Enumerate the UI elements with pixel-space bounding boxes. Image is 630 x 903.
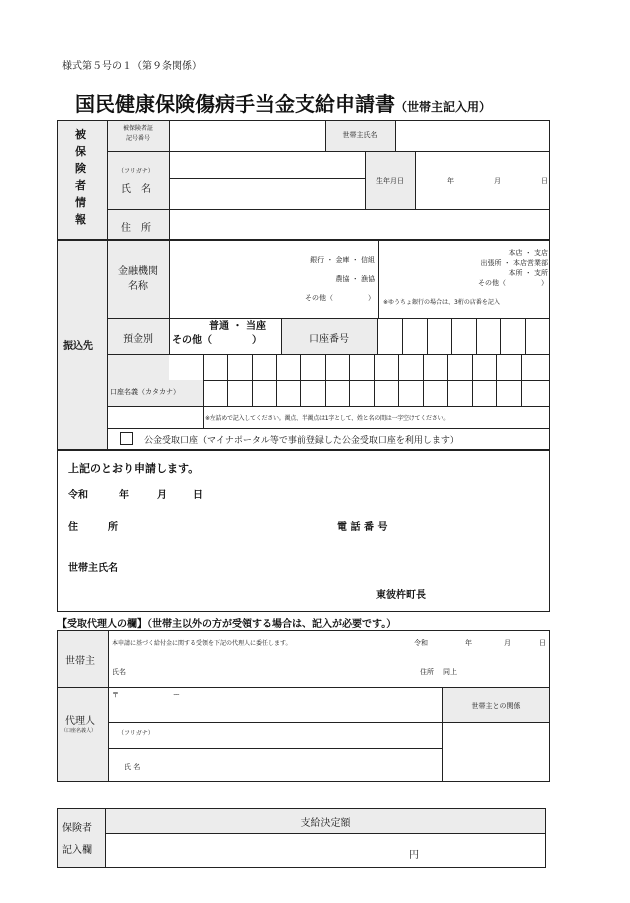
- title-main: 国民健康保険傷病手当金支給申請書: [75, 92, 395, 116]
- insurer-label: 保険者 記入欄: [62, 823, 92, 856]
- public-account-checkbox[interactable]: [120, 432, 133, 445]
- transfer-section-label: 振込先: [63, 341, 93, 352]
- proxy-month: 月: [504, 639, 511, 647]
- relation-label: 世帯主との関係: [471, 702, 521, 710]
- holder-label: 口座名義（カタカナ）: [110, 388, 180, 396]
- birth-year: 年: [447, 177, 454, 185]
- declaration-phone-label: 電 話 番 号: [337, 522, 388, 533]
- proxy-address-label: 住所: [420, 668, 434, 676]
- birth-month: 月: [494, 177, 501, 185]
- form-number: 様式第５号の１（第９条関係）: [62, 61, 202, 72]
- proxy-era: 令和: [414, 639, 428, 647]
- title-suffix: （世帯主記入用）: [395, 100, 492, 114]
- public-account-label: 公金受取口座（マイナポータル等で事前登録した公金受取口座を利用します）: [144, 436, 459, 446]
- declaration-address-field[interactable]: [140, 512, 330, 534]
- agent-address-field[interactable]: [120, 700, 438, 720]
- account-number-field[interactable]: [378, 319, 549, 353]
- proxy-householder-name-field[interactable]: [135, 660, 395, 682]
- address-field[interactable]: [172, 211, 548, 238]
- insured-section-label: 被 保 険 者 情 報: [75, 128, 86, 226]
- delegation-text: 本申請に基づく給付金に関する受領を下記の代理人に委任します。: [112, 640, 292, 647]
- declaration-address-label: 住 所: [68, 522, 118, 533]
- yucho-note: ※ゆうちょ銀行の場合は、3桁の店番を記入: [383, 299, 500, 306]
- proxy-name-label: 氏名: [112, 668, 126, 676]
- postal-mark: 〒: [112, 691, 119, 699]
- insurance-number-label: 被保険者証 記号番号: [122, 125, 153, 142]
- branch-type-options[interactable]: 本店 ・ 支店 出張所 ・ 本店営業部 本所 ・ 支所 その他（ ）: [478, 249, 548, 287]
- name-field[interactable]: [172, 180, 362, 207]
- declaration-householder-field[interactable]: [140, 553, 390, 575]
- deposit-type-options[interactable]: 普通 ・ 当座 その他（ ）: [172, 321, 266, 346]
- birth-label: 生年月日: [376, 177, 404, 185]
- declaration-householder-label: 世帯主氏名: [68, 563, 118, 574]
- agent-furigana-label: （フリガナ）: [118, 730, 154, 737]
- agent-label: 代理人: [65, 716, 95, 727]
- holder-name-field[interactable]: [204, 355, 549, 405]
- postal-dash: ー: [173, 691, 180, 699]
- amount-label: 支給決定額: [300, 818, 351, 829]
- holder-note: ※左詰めで記入してください。濁点、半濁点は1字として、姓と名の間は一字空けてください。: [205, 415, 449, 422]
- declaration-phone-field[interactable]: [412, 512, 546, 534]
- insurance-number-field[interactable]: [172, 122, 322, 149]
- declaration-year: 年: [119, 490, 129, 501]
- declaration-era: 令和: [68, 490, 88, 501]
- declaration-day: 日: [193, 490, 203, 501]
- name-label: 氏 名: [121, 184, 151, 195]
- furigana-label: （フリガナ）: [118, 168, 154, 175]
- page-title: [75, 88, 491, 117]
- householder-name-field[interactable]: [398, 122, 548, 149]
- birth-day: 日: [541, 177, 548, 185]
- householder-name-label: 世帯主氏名: [342, 131, 378, 139]
- declaration-month: 月: [157, 490, 167, 501]
- furigana-field[interactable]: [172, 153, 362, 176]
- relation-field[interactable]: [444, 724, 548, 780]
- proxy-heading: 【受取代理人の欄】（世帯主以外の方が受領する場合は、記入が必要です。）: [57, 619, 397, 630]
- agent-sub-label: （口座名義人）: [61, 728, 97, 734]
- bank-label: 金融機関 名称: [118, 266, 158, 292]
- agent-name-field[interactable]: [160, 751, 438, 779]
- address-label: 住 所: [121, 223, 151, 234]
- proxy-day: 日: [539, 639, 546, 647]
- amount-field[interactable]: [110, 836, 400, 864]
- declaration-statement: 上記のとおり申請します。: [68, 462, 200, 475]
- bank-name-field[interactable]: [172, 244, 277, 314]
- proxy-same-label: 同上: [443, 668, 457, 676]
- proxy-year: 年: [465, 639, 472, 647]
- account-number-label: 口座番号: [309, 334, 349, 345]
- bank-type-options[interactable]: 銀行 ・ 金庫 ・ 信組 農協 ・ 漁協 その他（ ）: [305, 256, 375, 302]
- yen-label: 円: [409, 850, 419, 861]
- proxy-householder-label: 世帯主: [65, 656, 95, 667]
- agent-name-label: 氏 名: [124, 763, 141, 771]
- mayor-label: 東彼杵町長: [376, 590, 426, 601]
- deposit-label: 預金別: [123, 334, 153, 345]
